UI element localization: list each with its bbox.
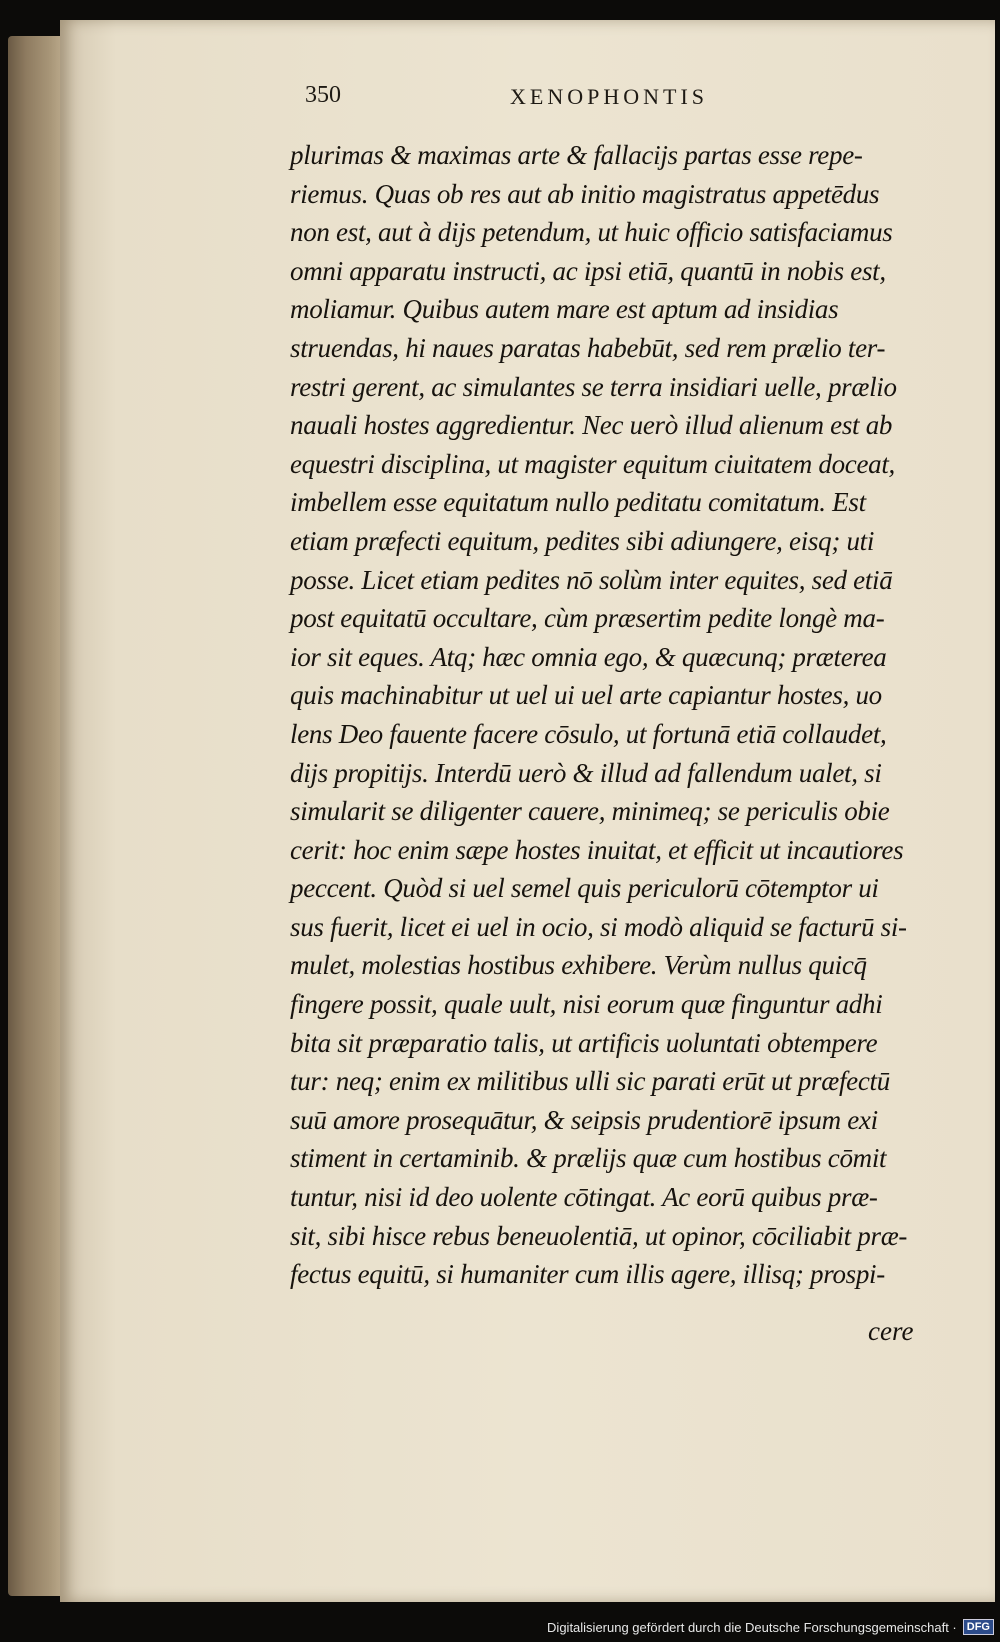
text-line: post equitatū occultare, cùm præsertim pedite longè ma- xyxy=(290,603,885,634)
text-line: struendas, hi naues paratas habebūt, sed rem prælio ter- xyxy=(290,332,886,363)
text-line: non est, aut à dijs petendum, ut huic officio satisfaciamus xyxy=(290,217,893,248)
footer-credit: Digitalisierung gefördert durch die Deutsche Forschungsgemeinschaft · xyxy=(547,1619,957,1635)
text-line: posse. Licet etiam pedites nō solùm inter equites, sed etiā xyxy=(290,564,893,595)
text-line: fingere possit, quale uult, nisi eorum quæ finguntur adhi xyxy=(290,989,883,1020)
text-line: restri gerent, ac simulantes se terra insidiari uelle, prælio xyxy=(290,371,897,402)
text-line: nauali hostes aggredientur. Nec uerò illud alienum est ab xyxy=(290,410,893,441)
text-line: omni apparatu instructi, ac ipsi etiā, quantū in nobis est, xyxy=(290,255,886,286)
text-line: sit, sibi hisce rebus beneuolentiā, ut opinor, cōciliabit præ- xyxy=(290,1220,908,1251)
dfg-logo-icon: DFG xyxy=(963,1619,994,1635)
text-line: suū amore prosequātur, & seipsis prudentiorē ipsum exi xyxy=(290,1104,878,1135)
text-line: etiam præfecti equitum, pedites sibi adiungere, eisq; uti xyxy=(290,525,875,556)
text-line: tuntur, nisi id deo uolente cōtingat. Ac eorū quibus præ- xyxy=(290,1182,878,1213)
text-line: moliamur. Quibus autem mare est aptum ad insidias xyxy=(290,294,839,325)
book-edge xyxy=(8,36,68,1596)
text-line: peccent. Quòd si uel semel quis periculorū cōtemptor ui xyxy=(290,873,879,904)
text-line: mulet, molestias hostibus exhibere. Verùm nullus quicq̄ xyxy=(290,950,867,981)
text-line: ior sit eques. Atq; hæc omnia ego, & quæcunq; præterea xyxy=(290,641,887,672)
text-block xyxy=(290,136,950,1294)
text-line: dijs propitijs. Interdū uerò & illud ad fallendum ualet, si xyxy=(290,757,882,788)
text-line: simularit se diligenter cauere, minimeq; se periculis obie xyxy=(290,796,890,827)
page-header xyxy=(305,82,785,122)
digitization-footer xyxy=(547,1616,994,1638)
text-line: bita sit præparatio talis, ut artificis uoluntati obtempere xyxy=(290,1027,878,1058)
text-line: fectus equitū, si humaniter cum illis agere, illisq; prospi- xyxy=(290,1259,885,1290)
running-title: XENOPHONTIS xyxy=(510,84,708,109)
text-line: plurimas & maximas arte & fallacijs partas esse repe- xyxy=(290,140,863,170)
catchword: cere xyxy=(868,1316,914,1346)
text-line: quis machinabitur ut uel ui uel arte capiantur hostes, uo xyxy=(290,680,882,711)
text-line: cerit: hoc enim sæpe hostes inuitat, et efficit ut incautiores xyxy=(290,834,904,865)
text-line: imbellem esse equitatum nullo peditatu comitatum. Est xyxy=(290,487,866,518)
text-line: riemus. Quas ob res aut ab initio magistratus appetēdus xyxy=(290,178,880,209)
text-line: lens Deo fauente facere cōsulo, ut fortunā etiā collaudet, xyxy=(290,718,887,749)
text-line: tur: neq; enim ex militibus ulli sic parati erūt ut præfectū xyxy=(290,1066,890,1097)
text-line: stiment in certaminib. & prælijs quæ cum hostibus cōmit xyxy=(290,1143,887,1174)
text-line: sus fuerit, licet ei uel in ocio, si modò aliquid se facturū si- xyxy=(290,911,907,942)
text-line: equestri disciplina, ut magister equitum ciuitatem doceat, xyxy=(290,448,896,479)
page-number: 350 xyxy=(305,82,341,108)
